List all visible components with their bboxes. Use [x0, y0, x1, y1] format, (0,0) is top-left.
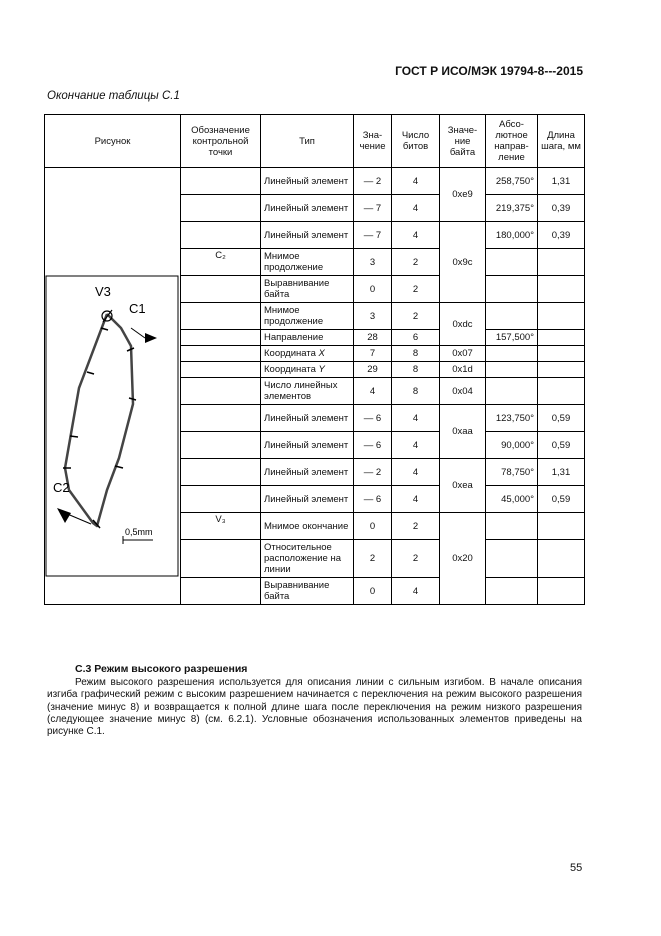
value-cell: 7	[354, 346, 392, 362]
step-cell: 1,31	[538, 168, 585, 195]
control-cell: V₃	[181, 513, 261, 540]
byte-cell: 0x9c	[440, 222, 486, 303]
direction-cell	[486, 378, 538, 405]
bits-cell: 8	[392, 378, 440, 405]
type-cell: Направление	[261, 330, 354, 346]
bits-cell: 4	[392, 405, 440, 432]
control-cell	[181, 405, 261, 432]
bits-cell: 2	[392, 276, 440, 303]
value-cell: 0	[354, 578, 392, 605]
step-cell: 0,59	[538, 405, 585, 432]
table-row	[45, 168, 585, 195]
type-cell: Мнимое продолжение	[261, 303, 354, 330]
control-cell	[181, 330, 261, 346]
axis-x-label: X	[318, 348, 325, 359]
control-cell	[181, 578, 261, 605]
bits-cell: 6	[392, 330, 440, 346]
byte-cell: 0x07	[440, 346, 486, 362]
type-cell: Линейный элемент	[261, 459, 354, 486]
step-cell	[538, 330, 585, 346]
type-cell: Относительное расположение на линии	[261, 540, 354, 578]
direction-cell	[486, 276, 538, 303]
direction-cell: 78,750°	[486, 459, 538, 486]
header-type: Тип	[261, 115, 354, 168]
step-cell: 0,59	[538, 432, 585, 459]
type-cell: Мнимое окончание	[261, 513, 354, 540]
bits-cell: 2	[392, 540, 440, 578]
standard-header: ГОСТ Р ИСО/МЭК 19794-8---2015	[395, 64, 583, 78]
byte-cell: 0xe9	[440, 168, 486, 222]
bits-cell: 4	[392, 168, 440, 195]
bits-cell: 8	[392, 346, 440, 362]
value-cell: 29	[354, 362, 392, 378]
line-figure	[45, 168, 181, 580]
c2-arrow-icon	[57, 508, 71, 523]
bits-cell: 4	[392, 432, 440, 459]
step-cell: 0,39	[538, 195, 585, 222]
bits-cell: 4	[392, 578, 440, 605]
control-cell	[181, 540, 261, 578]
type-cell	[261, 346, 354, 362]
direction-cell	[486, 249, 538, 276]
control-cell	[181, 362, 261, 378]
value-cell: — 2	[354, 459, 392, 486]
step-cell	[538, 303, 585, 330]
byte-cell: 0xea	[440, 459, 486, 513]
type-cell: Линейный элемент	[261, 222, 354, 249]
direction-cell: 123,750°	[486, 405, 538, 432]
step-cell	[538, 378, 585, 405]
direction-cell: 157,500°	[486, 330, 538, 346]
bits-cell: 4	[392, 459, 440, 486]
type-cell: Число линейных элементов	[261, 378, 354, 405]
value-cell: — 2	[354, 168, 392, 195]
step-cell	[538, 513, 585, 540]
step-cell	[538, 362, 585, 378]
direction-cell: 258,750°	[486, 168, 538, 195]
step-cell: 1,31	[538, 459, 585, 486]
control-cell	[181, 346, 261, 362]
label-c1: C1	[129, 301, 146, 316]
byte-cell: 0xdc	[440, 303, 486, 346]
direction-cell: 219,375°	[486, 195, 538, 222]
type-cell: Линейный элемент	[261, 486, 354, 513]
control-cell	[181, 168, 261, 195]
control-cell: C₂	[181, 249, 261, 276]
label-c2: C2	[53, 480, 70, 495]
scale-label: 0,5mm	[125, 527, 153, 537]
type-cell: Выравнивание байта	[261, 578, 354, 605]
value-cell: — 6	[354, 405, 392, 432]
value-cell: 0	[354, 276, 392, 303]
control-cell	[181, 432, 261, 459]
section-title: С.3 Режим высокого разрешения	[75, 663, 248, 675]
control-cell	[181, 303, 261, 330]
header-figure: Рисунок	[45, 115, 181, 168]
axis-y-label: Y	[318, 364, 325, 375]
header-value: Зна-чение	[354, 115, 392, 168]
header-byte-value: Значе-ние байта	[440, 115, 486, 168]
step-cell	[538, 276, 585, 303]
bits-cell: 8	[392, 362, 440, 378]
data-table	[44, 114, 585, 605]
direction-cell	[486, 303, 538, 330]
step-cell	[538, 346, 585, 362]
table-caption: Окончание таблицы С.1	[47, 90, 180, 102]
type-cell: Выравнивание байта	[261, 276, 354, 303]
direction-cell: 45,000°	[486, 486, 538, 513]
type-cell: Мнимое продолжение	[261, 249, 354, 276]
type-cell: Линейный элемент	[261, 168, 354, 195]
value-cell: 2	[354, 540, 392, 578]
body-paragraph: Режим высокого разрешения используется для описания линии с сильным изгибом. В начале описания изгиба графический режим с высоким разрешением начинается с переключения на режим высокого разрешения (значение минус 8) и возвращается к полной длине шага после переключения на режим низкого разрешения (следующее значение минус 8) (см. 6.2.1). Условные обозначения использованных элементов приведены на рисунке С.1.	[47, 677, 582, 738]
direction-cell: 90,000°	[486, 432, 538, 459]
c1-arrow-icon	[145, 333, 157, 343]
bits-cell: 2	[392, 303, 440, 330]
bits-cell: 2	[392, 249, 440, 276]
byte-cell: 0x20	[440, 513, 486, 605]
control-cell	[181, 276, 261, 303]
bits-cell: 4	[392, 486, 440, 513]
bits-cell: 4	[392, 195, 440, 222]
type-prefix: Координата	[264, 364, 319, 375]
control-cell	[181, 222, 261, 249]
direction-cell	[486, 513, 538, 540]
value-cell: 28	[354, 330, 392, 346]
value-cell: 3	[354, 249, 392, 276]
value-cell: 0	[354, 513, 392, 540]
byte-cell: 0x04	[440, 378, 486, 405]
header-step-length: Длина шага, мм	[538, 115, 585, 168]
step-cell	[538, 249, 585, 276]
value-cell: — 7	[354, 195, 392, 222]
control-cell	[181, 459, 261, 486]
type-prefix: Координата	[264, 348, 319, 359]
value-cell: 3	[354, 303, 392, 330]
bits-cell: 2	[392, 513, 440, 540]
value-cell: — 6	[354, 486, 392, 513]
value-cell: — 6	[354, 432, 392, 459]
direction-cell	[486, 362, 538, 378]
step-cell: 0,59	[538, 486, 585, 513]
step-cell: 0,39	[538, 222, 585, 249]
control-cell	[181, 378, 261, 405]
page-number: 55	[570, 862, 583, 874]
byte-cell: 0x1d	[440, 362, 486, 378]
direction-cell	[486, 578, 538, 605]
figure-cell	[45, 168, 181, 605]
step-cell	[538, 540, 585, 578]
direction-cell	[486, 346, 538, 362]
header-bits: Число битов	[392, 115, 440, 168]
type-cell	[261, 362, 354, 378]
type-cell: Линейный элемент	[261, 405, 354, 432]
label-v3: V3	[95, 284, 111, 299]
type-cell: Линейный элемент	[261, 195, 354, 222]
direction-cell	[486, 540, 538, 578]
control-cell	[181, 486, 261, 513]
byte-cell: 0xaa	[440, 405, 486, 459]
header-control-point: Обозначение контрольной точки	[181, 115, 261, 168]
bits-cell: 4	[392, 222, 440, 249]
value-cell: 4	[354, 378, 392, 405]
value-cell: — 7	[354, 222, 392, 249]
header-direction: Абсо-лютное направ-ление	[486, 115, 538, 168]
control-cell	[181, 195, 261, 222]
type-cell: Линейный элемент	[261, 432, 354, 459]
step-cell	[538, 578, 585, 605]
table-header-row	[45, 115, 585, 168]
direction-cell: 180,000°	[486, 222, 538, 249]
